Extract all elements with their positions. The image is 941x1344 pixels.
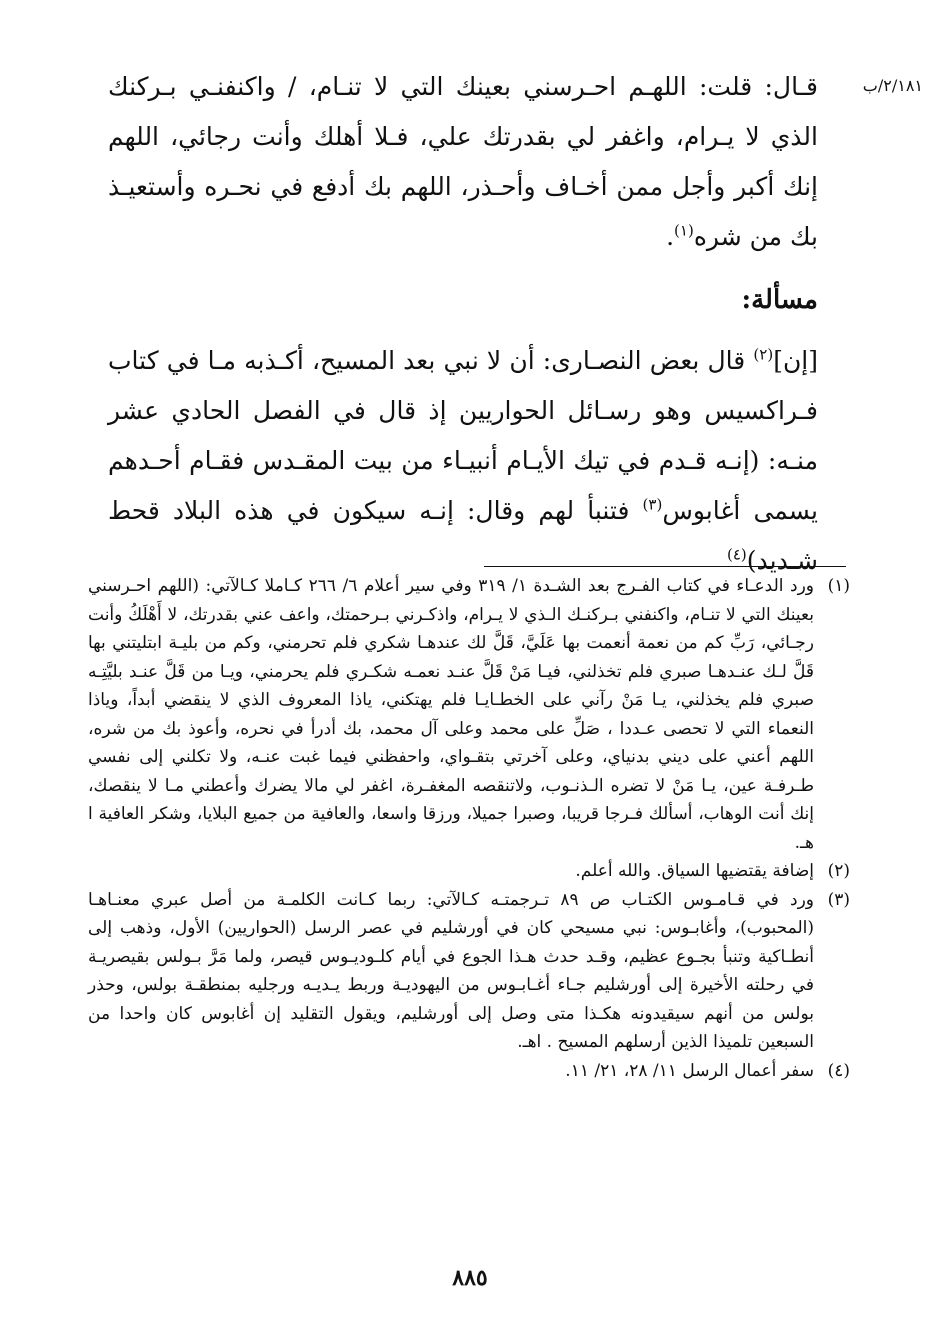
footnote-ref-2: (٢) [753,345,774,364]
footnote-3 [88,886,850,1057]
manuscript-folio-reference: ٢/١٨١/ب [862,76,923,95]
footnote-number: (٣) [827,889,850,910]
footnote-1 [88,572,850,857]
issue-lead: [إن] [773,346,818,375]
main-text-block [108,62,818,586]
footnote-separator [484,566,846,567]
prayer-paragraph [108,62,818,262]
section-heading: مسألة: [741,285,818,315]
footnote-text: ورد الدعـاء في كتاب الفـرج بعد الشـدة ١/ ٣١٩ وفي سير أعلام ٦/ ٢٦٦ كـاملا كـالآتي: (اللهم احـرسني بعينك التي لا تنـام، واكنفني بـركنـك الـذي لا يـرام، واذكـرني بـرحمتك، واعف عني بقدرتك، لا أَهْلَكُ وأنت رجـائي، رَبِّ كم من نعمة أنعمت بها عَلَيَّ، قَلَّ لك عندهـا شكري فلم تحرمني، وكم من بليـة ابتليتني بها قَلَّ لـك عنـدهـا صبري فلم تخذلني، فيـا مَنْ قَلَّ عنـد نعمـه شكـري فلم يحرمني، ويـا من قَلَّ عنـد بليَّتِـه صبري فلم يخذلني، يـا مَنْ رآني على الخطـايـا فلم يهتكني، ياذا المعروف الذي لا ينقضي أبداً، وياذا النعماء التي لا تحصى عـددا ، صَلِّ على محمد وعلى آل محمد، بك أدرأ في نحره، وأعوذ بك من شره، اللهم أعني على ديني بدنياي، وعلى آخرتي بتقـواي، واحفظني فيما غبت عنـه، ولا تكلني إلى نفسي طـرفـة عين، يـا مَنْ لا تضره الـذنـوب، ولاتنقصه المغفـرة، اغفر لي مالا يضرك وأعطني مـا لا ينقصك، إنك أنت الوهاب، أسألك فـرجا قريبا، وصبرا جميلا، ورزقا واسعا، والعافية من جميع البلايا، وشكر العافية ا هـ. [88,576,814,853]
footnote-ref-4: (٤) [726,545,747,564]
footnote-ref-1: (١) [674,221,694,240]
footnote-text: سفر أعمال الرسل ١١/ ٢٨، ٢١/ ١١. [565,1060,814,1081]
footnote-2 [88,857,850,886]
issue-text-continued: فتنبأ لهم وقال: إنـه سيكون في هذه البلاد قحط شـديد) [108,496,818,575]
footnote-number: (٤) [827,1060,850,1081]
issue-paragraph [108,336,818,586]
footnote-number: (١) [827,576,850,596]
footnote-text: ورد في قـامـوس الكتـاب ص ٨٩ تـرجمتـه كـالآتي: ربما كـانت الكلمـة من أصل عبري معنـاهـا (المحبوب)، وأغابـوس: نبي مسيحي كان في أورشليم في عصر الرسل (الحواريين) الأول، وذهب إلى أنطـاكية وتنبأ بجـوع عظيم، وقـد حدث هـذا الجوع في أيام كلـوديـوس قيصر، ولما مَرَّ بـولس بقيصريـة في رحلته الأخيرة إلى أورشليم جـاء أغـابـوس من اليهوديـة وربط يـديـه ورجليه بمنطقـة بولس، وحذر بولس من أنهم سيقيدونه هكـذا متى وصل إلى أورشليم، ويقول التقليد إن أغابوس كان واحدا من السبعين تلميذا الذين أرسلهم المسيح . اهـ. [88,889,814,1052]
prayer-text: قـال: قلت: اللهـم احـرسني بعينك التي لا تنـام، / واكنفنـي بـركنك الذي لا يـرام، واغفر لي بقدرتك علي، فـلا أهلك وأنت رجائي، اللهم إنك أكبر وأجل ممن أخـاف وأحـذر، اللهم بك أدفع في نحـره وأستعيـذ بك من شره [108,72,818,251]
footnote-4 [88,1057,850,1086]
footnotes-block [88,572,850,1085]
footnote-text: إضافة يقتضيها السياق. والله أعلم. [575,861,814,881]
page-number: ٨٨٥ [452,1265,488,1291]
issue-text: قال بعض النصـارى: أن لا نبي بعد المسيح، أكـذبه مـا في كتاب فـراكسيس وهو رسـائل الحواريين إذ قال في الفصل الحادي عشر منـه: (إنـه قـدم في تيك الأيـام أنبيـاء من بيت المقـدس فقـام أحـدهم يسمى أغابوس [108,346,818,525]
prayer-end: . [666,222,675,251]
footnote-ref-3: (٣) [642,495,663,514]
footnote-number: (٢) [827,861,850,881]
